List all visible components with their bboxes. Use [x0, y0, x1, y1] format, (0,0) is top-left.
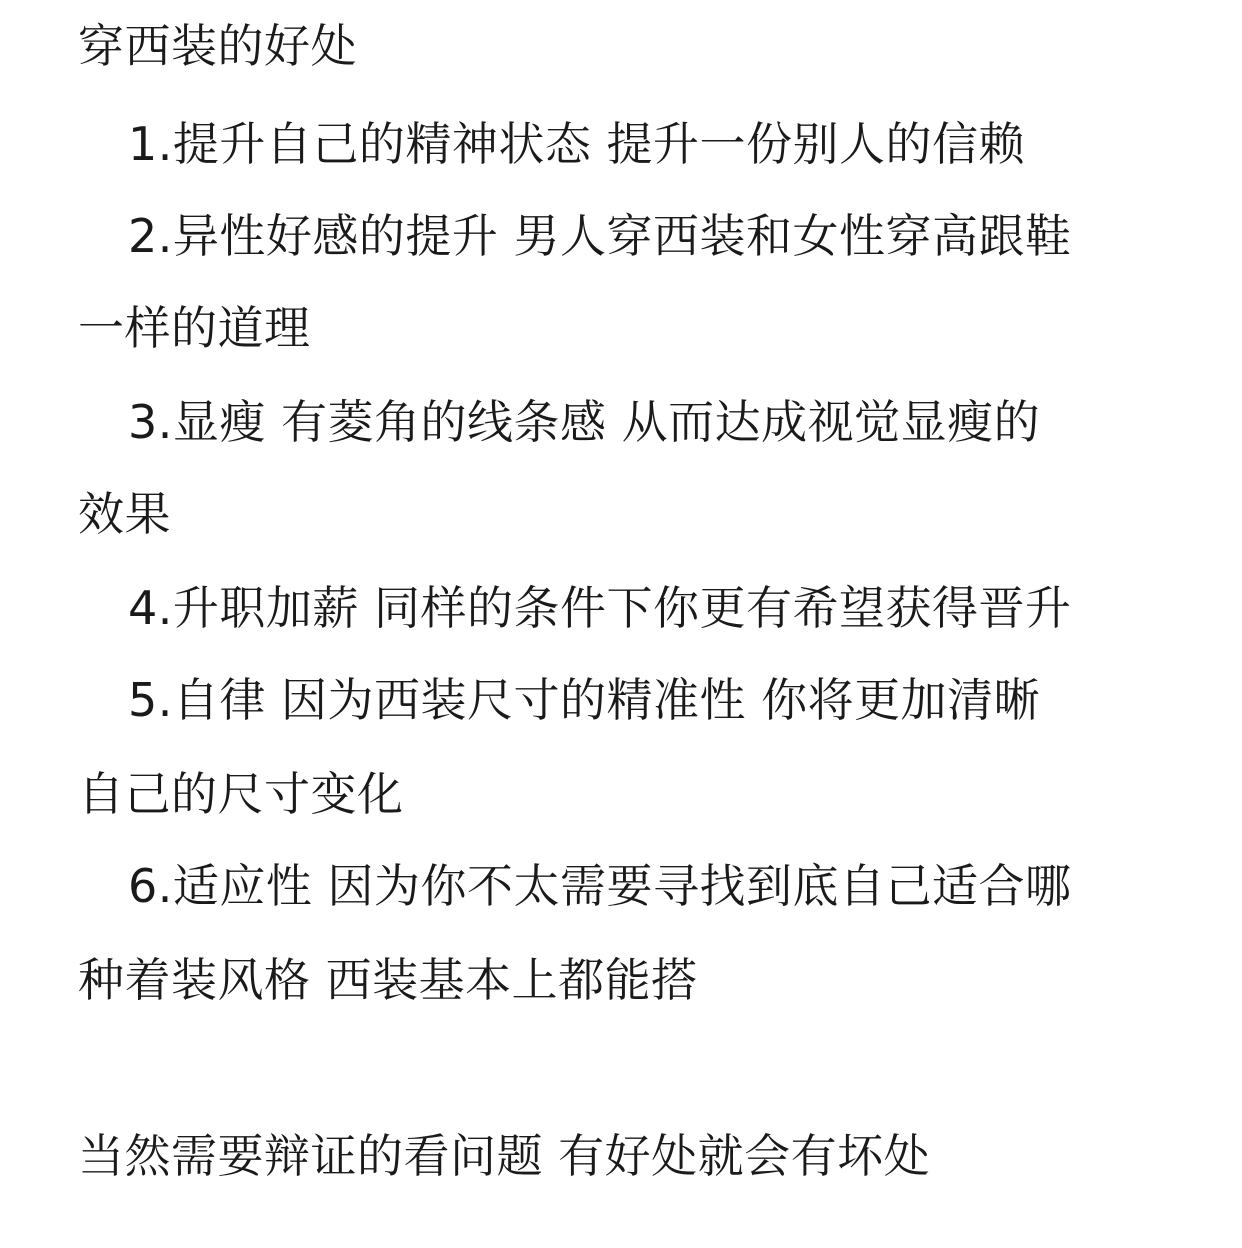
list-item-5: 5.自律 因为西装尺寸的精准性 你将更加清晰 — [128, 673, 1041, 727]
list-item-6-continuation: 种着装风格 西装基本上都能搭 — [78, 953, 698, 1007]
list-item-4: 4.升职加薪 同样的条件下你更有希望获得晋升 — [128, 581, 1072, 635]
list-item-1: 1.提升自己的精神状态 提升一份别人的信赖 — [128, 117, 1026, 171]
list-item-3-continuation: 效果 — [78, 487, 171, 541]
list-item-3: 3.显瘦 有菱角的线条感 从而达成视觉显瘦的 — [128, 395, 1041, 449]
conclusion-text: 当然需要辩证的看问题 有好处就会有坏处 — [78, 1129, 931, 1183]
list-item-6: 6.适应性 因为你不太需要寻找到底自己适合哪 — [128, 859, 1072, 913]
list-item-5-continuation: 自己的尺寸变化 — [78, 767, 404, 821]
list-item-2-continuation: 一样的道理 — [78, 301, 311, 355]
document-title: 穿西装的好处 — [78, 19, 357, 73]
list-item-2: 2.异性好感的提升 男人穿西装和女性穿高跟鞋 — [128, 209, 1072, 263]
